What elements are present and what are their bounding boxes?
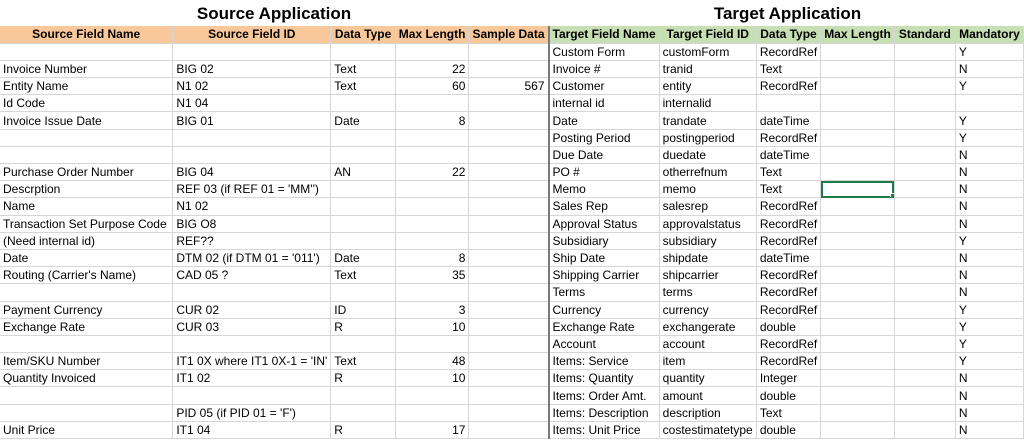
target-standard-cell[interactable]: [894, 404, 955, 421]
source-data-type-cell[interactable]: [331, 215, 396, 232]
source-max-length-cell[interactable]: [395, 215, 469, 232]
target-max-length-cell[interactable]: [821, 370, 895, 387]
source-sample-data-cell[interactable]: [469, 335, 549, 352]
source-field-id-cell[interactable]: N1 02: [173, 78, 331, 95]
target-mandatory-cell[interactable]: N: [955, 284, 1023, 301]
mapping-grid: [0, 26, 1024, 439]
target-mandatory-cell[interactable]: N: [955, 198, 1023, 215]
source-field-id-cell[interactable]: [173, 284, 331, 301]
source-data-type-cell[interactable]: R: [331, 370, 396, 387]
target-max-length-cell[interactable]: [821, 284, 895, 301]
source-sample-data-cell[interactable]: [469, 404, 549, 421]
table-row: [0, 387, 1024, 404]
source-sample-data-cell[interactable]: [469, 370, 549, 387]
target-field-id-cell[interactable]: trandate: [659, 112, 756, 129]
target-field-id-cell[interactable]: terms: [659, 284, 756, 301]
source-field-name-cell[interactable]: Payment Currency: [0, 301, 173, 318]
target-data-type-cell[interactable]: RecordRef: [756, 301, 820, 318]
target-mandatory-cell[interactable]: N: [955, 267, 1023, 284]
target-field-id-cell[interactable]: internalid: [659, 95, 756, 112]
source-data-type-cell[interactable]: [331, 129, 396, 146]
source-data-type-cell[interactable]: [331, 404, 396, 421]
target-field-name-cell[interactable]: Memo: [549, 181, 660, 198]
target-standard-cell[interactable]: [894, 284, 955, 301]
title-row: [0, 0, 1024, 26]
table-row: [0, 60, 1024, 77]
source-field-name-cell[interactable]: [0, 146, 173, 163]
source-sample-data-cell[interactable]: [469, 267, 549, 284]
table-row: [0, 164, 1024, 181]
grid-body: [0, 43, 1024, 438]
target-field-name-cell[interactable]: Items: Quantity: [549, 370, 660, 387]
source-max-length-cell[interactable]: 60: [395, 78, 469, 95]
source-field-name-cell[interactable]: Purchase Order Number: [0, 164, 173, 181]
target-max-length-cell[interactable]: [821, 95, 895, 112]
target-field-name-cell[interactable]: Items: Unit Price: [549, 421, 660, 438]
source-field-name-cell[interactable]: Invoice Number: [0, 60, 173, 77]
header-target-max-length[interactable]: Max Length: [821, 26, 895, 43]
fill-handle[interactable]: [890, 193, 895, 198]
target-max-length-cell[interactable]: [821, 129, 895, 146]
target-data-type-cell[interactable]: RecordRef: [756, 353, 820, 370]
source-data-type-cell[interactable]: [331, 146, 396, 163]
target-mandatory-cell[interactable]: N: [955, 249, 1023, 266]
source-field-id-cell[interactable]: DTM 02 (if DTM 01 = '011'): [173, 249, 331, 266]
target-data-type-cell[interactable]: double: [756, 421, 820, 438]
target-data-type-cell[interactable]: RecordRef: [756, 232, 820, 249]
target-mandatory-cell[interactable]: Y: [955, 232, 1023, 249]
source-field-id-cell[interactable]: PID 05 (if PID 01 = 'F'): [173, 404, 331, 421]
target-field-id-cell[interactable]: subsidiary: [659, 232, 756, 249]
target-data-type-cell[interactable]: Text: [756, 60, 820, 77]
source-field-id-cell[interactable]: BIG 04: [173, 164, 331, 181]
table-row: [0, 215, 1024, 232]
target-mandatory-cell[interactable]: Y: [955, 318, 1023, 335]
source-max-length-cell[interactable]: 22: [395, 60, 469, 77]
target-data-type-cell[interactable]: RecordRef: [756, 284, 820, 301]
target-field-name-cell[interactable]: Posting Period: [549, 129, 660, 146]
target-data-type-cell[interactable]: Text: [756, 404, 820, 421]
source-field-name-cell[interactable]: Descrption: [0, 181, 173, 198]
target-field-name-cell[interactable]: internal id: [549, 95, 660, 112]
header-source-max-length[interactable]: Max Length: [395, 26, 469, 43]
source-max-length-cell[interactable]: 8: [395, 249, 469, 266]
source-sample-data-cell[interactable]: [469, 60, 549, 77]
target-field-name-cell[interactable]: PO #: [549, 164, 660, 181]
source-field-name-cell[interactable]: Id Code: [0, 95, 173, 112]
target-max-length-cell[interactable]: [821, 112, 895, 129]
source-max-length-cell[interactable]: [395, 284, 469, 301]
source-field-id-cell[interactable]: N1 04: [173, 95, 331, 112]
target-mandatory-cell[interactable]: Y: [955, 301, 1023, 318]
target-mandatory-cell[interactable]: Y: [955, 335, 1023, 352]
target-standard-cell[interactable]: [894, 301, 955, 318]
target-application-title: Target Application: [713, 4, 862, 23]
source-field-name-cell[interactable]: Transaction Set Purpose Code: [0, 215, 173, 232]
source-sample-data-cell[interactable]: [469, 353, 549, 370]
header-target-standard[interactable]: Standard: [894, 26, 955, 43]
target-standard-cell[interactable]: [894, 60, 955, 77]
target-mandatory-cell[interactable]: N: [955, 404, 1023, 421]
target-max-length-cell[interactable]: [821, 164, 895, 181]
target-standard-cell[interactable]: [894, 267, 955, 284]
source-data-type-cell[interactable]: R: [331, 421, 396, 438]
target-field-id-cell[interactable]: customForm: [659, 43, 756, 60]
source-field-name-cell[interactable]: Quantity Invoiced: [0, 370, 173, 387]
target-data-type-cell[interactable]: RecordRef: [756, 267, 820, 284]
target-field-id-cell[interactable]: postingperiod: [659, 129, 756, 146]
target-data-type-cell[interactable]: RecordRef: [756, 78, 820, 95]
source-data-type-cell[interactable]: [331, 181, 396, 198]
target-standard-cell[interactable]: [894, 215, 955, 232]
source-sample-data-cell[interactable]: [469, 146, 549, 163]
source-field-id-cell[interactable]: REF??: [173, 232, 331, 249]
target-standard-cell[interactable]: [894, 146, 955, 163]
source-max-length-cell[interactable]: [395, 146, 469, 163]
target-standard-cell[interactable]: [894, 43, 955, 60]
target-mandatory-cell[interactable]: Y: [955, 112, 1023, 129]
source-field-name-cell[interactable]: (Need internal id): [0, 232, 173, 249]
source-sample-data-cell[interactable]: [469, 129, 549, 146]
target-field-id-cell[interactable]: description: [659, 404, 756, 421]
target-data-type-cell[interactable]: double: [756, 387, 820, 404]
source-field-name-cell[interactable]: Exchange Rate: [0, 318, 173, 335]
target-mandatory-cell[interactable]: N: [955, 215, 1023, 232]
target-field-name-cell[interactable]: Approval Status: [549, 215, 660, 232]
target-field-name-cell[interactable]: Custom Form: [549, 43, 660, 60]
table-row: [0, 95, 1024, 112]
target-max-length-cell[interactable]: [821, 78, 895, 95]
target-field-id-cell[interactable]: currency: [659, 301, 756, 318]
table-row: [0, 318, 1024, 335]
source-max-length-cell[interactable]: [395, 198, 469, 215]
target-data-type-cell[interactable]: RecordRef: [756, 215, 820, 232]
header-source-field-name[interactable]: Source Field Name: [0, 26, 173, 43]
header-source-field-id[interactable]: Source Field ID: [173, 26, 331, 43]
target-field-id-cell[interactable]: quantity: [659, 370, 756, 387]
table-row: [0, 353, 1024, 370]
header-source-sample-data[interactable]: Sample Data: [469, 26, 549, 43]
target-standard-cell[interactable]: [894, 112, 955, 129]
target-mandatory-cell[interactable]: Y: [955, 78, 1023, 95]
target-field-id-cell[interactable]: entity: [659, 78, 756, 95]
source-data-type-cell[interactable]: Text: [331, 78, 396, 95]
target-mandatory-cell[interactable]: [955, 95, 1023, 112]
table-row: [0, 335, 1024, 352]
source-data-type-cell[interactable]: Date: [331, 249, 396, 266]
target-mandatory-cell[interactable]: N: [955, 146, 1023, 163]
target-field-name-cell[interactable]: Due Date: [549, 146, 660, 163]
source-field-id-cell[interactable]: [173, 129, 331, 146]
target-max-length-cell[interactable]: [821, 353, 895, 370]
source-field-id-cell[interactable]: BIG 01: [173, 112, 331, 129]
source-field-id-cell[interactable]: CUR 02: [173, 301, 331, 318]
source-sample-data-cell[interactable]: [469, 421, 549, 438]
source-data-type-cell[interactable]: Text: [331, 353, 396, 370]
target-data-type-cell[interactable]: RecordRef: [756, 335, 820, 352]
source-sample-data-cell[interactable]: [469, 164, 549, 181]
target-mandatory-cell[interactable]: N: [955, 60, 1023, 77]
source-sample-data-cell[interactable]: [469, 249, 549, 266]
target-standard-cell[interactable]: [894, 421, 955, 438]
target-data-type-cell[interactable]: Integer: [756, 370, 820, 387]
table-row: [0, 198, 1024, 215]
target-standard-cell[interactable]: [894, 198, 955, 215]
target-standard-cell[interactable]: [894, 95, 955, 112]
target-max-length-cell[interactable]: [821, 318, 895, 335]
target-standard-cell[interactable]: [894, 78, 955, 95]
target-data-type-cell[interactable]: dateTime: [756, 112, 820, 129]
target-max-length-cell[interactable]: [821, 60, 895, 77]
target-field-id-cell[interactable]: duedate: [659, 146, 756, 163]
table-row: [0, 249, 1024, 266]
source-sample-data-cell[interactable]: [469, 181, 549, 198]
target-standard-cell[interactable]: [894, 387, 955, 404]
source-data-type-cell[interactable]: ID: [331, 301, 396, 318]
target-field-id-cell[interactable]: account: [659, 335, 756, 352]
source-data-type-cell[interactable]: [331, 198, 396, 215]
table-row: [0, 232, 1024, 249]
target-field-id-cell[interactable]: item: [659, 353, 756, 370]
source-sample-data-cell[interactable]: [469, 387, 549, 404]
source-field-id-cell[interactable]: CAD 05 ?: [173, 267, 331, 284]
target-mandatory-cell[interactable]: N: [955, 421, 1023, 438]
source-data-type-cell[interactable]: R: [331, 318, 396, 335]
source-field-id-cell[interactable]: N1 02: [173, 198, 331, 215]
target-field-id-cell[interactable]: salesrep: [659, 198, 756, 215]
table-row: [0, 78, 1024, 95]
source-max-length-cell[interactable]: [395, 181, 469, 198]
source-sample-data-cell[interactable]: [469, 215, 549, 232]
target-field-name-cell[interactable]: Customer: [549, 78, 660, 95]
target-data-type-cell[interactable]: Text: [756, 164, 820, 181]
target-field-id-cell[interactable]: costestimatetype: [659, 421, 756, 438]
source-field-name-cell[interactable]: [0, 387, 173, 404]
target-data-type-cell[interactable]: RecordRef: [756, 198, 820, 215]
header-target-field-name[interactable]: Target Field Name: [549, 26, 660, 43]
source-field-id-cell[interactable]: CUR 03: [173, 318, 331, 335]
target-max-length-cell[interactable]: [821, 387, 895, 404]
target-standard-cell[interactable]: [894, 164, 955, 181]
target-max-length-cell[interactable]: [821, 43, 895, 60]
source-field-name-cell[interactable]: Item/SKU Number: [0, 353, 173, 370]
table-row: [0, 301, 1024, 318]
source-field-id-cell[interactable]: BIG 02: [173, 60, 331, 77]
target-field-id-cell[interactable]: amount: [659, 387, 756, 404]
target-data-type-cell[interactable]: dateTime: [756, 146, 820, 163]
source-data-type-cell[interactable]: [331, 284, 396, 301]
table-row: [0, 146, 1024, 163]
target-field-name-cell[interactable]: Items: Description: [549, 404, 660, 421]
source-field-id-cell[interactable]: IT1 02: [173, 370, 331, 387]
source-field-name-cell[interactable]: Entity Name: [0, 78, 173, 95]
source-field-name-cell[interactable]: Date: [0, 249, 173, 266]
target-field-name-cell[interactable]: Invoice #: [549, 60, 660, 77]
table-row: [0, 370, 1024, 387]
table-row: [0, 43, 1024, 60]
source-field-name-cell[interactable]: Unit Price: [0, 421, 173, 438]
target-standard-cell[interactable]: [894, 353, 955, 370]
target-field-name-cell[interactable]: Currency: [549, 301, 660, 318]
source-max-length-cell[interactable]: 48: [395, 353, 469, 370]
source-sample-data-cell[interactable]: [469, 318, 549, 335]
source-max-length-cell[interactable]: [395, 232, 469, 249]
target-max-length-cell[interactable]: [821, 198, 895, 215]
header-target-mandatory[interactable]: Mandatory: [955, 26, 1023, 43]
source-application-title: Source Application: [196, 4, 352, 23]
source-max-length-cell[interactable]: 22: [395, 164, 469, 181]
target-max-length-cell[interactable]: [821, 146, 895, 163]
target-standard-cell[interactable]: [894, 181, 955, 198]
header-source-data-type[interactable]: Data Type: [331, 26, 396, 43]
target-data-type-cell[interactable]: [756, 95, 820, 112]
target-mandatory-cell[interactable]: N: [955, 387, 1023, 404]
source-sample-data-cell[interactable]: [469, 284, 549, 301]
target-max-length-cell[interactable]: [821, 335, 895, 352]
source-data-type-cell[interactable]: Text: [331, 60, 396, 77]
target-mandatory-cell[interactable]: Y: [955, 353, 1023, 370]
target-field-name-cell[interactable]: Items: Service: [549, 353, 660, 370]
source-sample-data-cell[interactable]: 567: [469, 78, 549, 95]
source-data-type-cell[interactable]: AN: [331, 164, 396, 181]
target-field-name-cell[interactable]: Subsidiary: [549, 232, 660, 249]
table-row: [0, 129, 1024, 146]
target-data-type-cell[interactable]: RecordRef: [756, 43, 820, 60]
source-data-type-cell[interactable]: [331, 335, 396, 352]
target-field-id-cell[interactable]: otherrefnum: [659, 164, 756, 181]
target-mandatory-cell[interactable]: N: [955, 370, 1023, 387]
source-data-type-cell[interactable]: [331, 43, 396, 60]
target-standard-cell[interactable]: [894, 232, 955, 249]
source-field-name-cell[interactable]: [0, 284, 173, 301]
target-standard-cell[interactable]: [894, 129, 955, 146]
source-field-name-cell[interactable]: [0, 43, 173, 60]
target-field-id-cell[interactable]: exchangerate: [659, 318, 756, 335]
target-max-length-cell[interactable]: [821, 249, 895, 266]
target-field-name-cell[interactable]: Date: [549, 112, 660, 129]
target-standard-cell[interactable]: [894, 370, 955, 387]
source-max-length-cell[interactable]: 17: [395, 421, 469, 438]
source-max-length-cell[interactable]: [395, 404, 469, 421]
source-sample-data-cell[interactable]: [469, 301, 549, 318]
source-max-length-cell[interactable]: 10: [395, 318, 469, 335]
source-max-length-cell[interactable]: 8: [395, 112, 469, 129]
source-field-name-cell[interactable]: [0, 404, 173, 421]
target-field-id-cell[interactable]: memo: [659, 181, 756, 198]
selected-cell[interactable]: [821, 181, 895, 198]
table-row: [0, 421, 1024, 438]
target-field-name-cell[interactable]: Shipping Carrier: [549, 267, 660, 284]
source-field-id-cell[interactable]: IT1 04: [173, 421, 331, 438]
source-max-length-cell[interactable]: [395, 335, 469, 352]
target-standard-cell[interactable]: [894, 318, 955, 335]
table-row: [0, 267, 1024, 284]
target-max-length-cell[interactable]: [821, 267, 895, 284]
target-field-name-cell[interactable]: Account: [549, 335, 660, 352]
target-data-type-cell[interactable]: dateTime: [756, 249, 820, 266]
source-data-type-cell[interactable]: [331, 95, 396, 112]
source-field-id-cell[interactable]: [173, 43, 331, 60]
target-max-length-cell[interactable]: [821, 404, 895, 421]
source-field-name-cell[interactable]: [0, 129, 173, 146]
target-field-id-cell[interactable]: shipdate: [659, 249, 756, 266]
source-data-type-cell[interactable]: Text: [331, 267, 396, 284]
target-max-length-cell[interactable]: [821, 301, 895, 318]
target-data-type-cell[interactable]: Text: [756, 181, 820, 198]
target-max-length-cell[interactable]: [821, 215, 895, 232]
source-field-id-cell[interactable]: [173, 146, 331, 163]
source-field-id-cell[interactable]: IT1 0X where IT1 0X-1 = 'IN': [173, 353, 331, 370]
target-field-id-cell[interactable]: shipcarrier: [659, 267, 756, 284]
table-row: [0, 284, 1024, 301]
target-field-name-cell[interactable]: Exchange Rate: [549, 318, 660, 335]
target-data-type-cell[interactable]: RecordRef: [756, 129, 820, 146]
target-mandatory-cell[interactable]: Y: [955, 129, 1023, 146]
source-max-length-cell[interactable]: 35: [395, 267, 469, 284]
source-sample-data-cell[interactable]: [469, 112, 549, 129]
header-row: [0, 26, 1024, 43]
source-max-length-cell[interactable]: [395, 387, 469, 404]
target-standard-cell[interactable]: [894, 335, 955, 352]
source-field-name-cell[interactable]: [0, 335, 173, 352]
target-data-type-cell[interactable]: double: [756, 318, 820, 335]
target-field-id-cell[interactable]: approvalstatus: [659, 215, 756, 232]
target-mandatory-cell[interactable]: Y: [955, 43, 1023, 60]
source-sample-data-cell[interactable]: [469, 198, 549, 215]
target-max-length-cell[interactable]: [821, 232, 895, 249]
table-row: [0, 181, 1024, 198]
source-data-type-cell[interactable]: [331, 232, 396, 249]
source-sample-data-cell[interactable]: [469, 43, 549, 60]
source-field-id-cell[interactable]: [173, 387, 331, 404]
source-sample-data-cell[interactable]: [469, 95, 549, 112]
target-standard-cell[interactable]: [894, 249, 955, 266]
source-max-length-cell[interactable]: [395, 95, 469, 112]
source-field-name-cell[interactable]: Name: [0, 198, 173, 215]
target-max-length-cell[interactable]: [821, 421, 895, 438]
target-field-name-cell[interactable]: Terms: [549, 284, 660, 301]
target-field-name-cell[interactable]: Items: Order Amt.: [549, 387, 660, 404]
table-row: [0, 112, 1024, 129]
header-target-field-id[interactable]: Target Field ID: [659, 26, 756, 43]
table-row: [0, 404, 1024, 421]
source-data-type-cell[interactable]: Date: [331, 112, 396, 129]
target-field-name-cell[interactable]: Sales Rep: [549, 198, 660, 215]
source-max-length-cell[interactable]: [395, 43, 469, 60]
source-sample-data-cell[interactable]: [469, 232, 549, 249]
target-mandatory-cell[interactable]: N: [955, 164, 1023, 181]
source-field-id-cell[interactable]: REF 03 (if REF 01 = 'MM''): [173, 181, 331, 198]
source-field-name-cell[interactable]: Invoice Issue Date: [0, 112, 173, 129]
source-field-name-cell[interactable]: Routing (Carrier's Name): [0, 267, 173, 284]
source-max-length-cell[interactable]: 10: [395, 370, 469, 387]
header-target-data-type[interactable]: Data Type: [756, 26, 820, 43]
target-mandatory-cell[interactable]: N: [955, 181, 1023, 198]
source-field-id-cell[interactable]: BIG O8: [173, 215, 331, 232]
target-field-name-cell[interactable]: Ship Date: [549, 249, 660, 266]
source-field-id-cell[interactable]: [173, 335, 331, 352]
source-max-length-cell[interactable]: [395, 129, 469, 146]
source-max-length-cell[interactable]: 3: [395, 301, 469, 318]
target-field-id-cell[interactable]: tranid: [659, 60, 756, 77]
source-data-type-cell[interactable]: [331, 387, 396, 404]
